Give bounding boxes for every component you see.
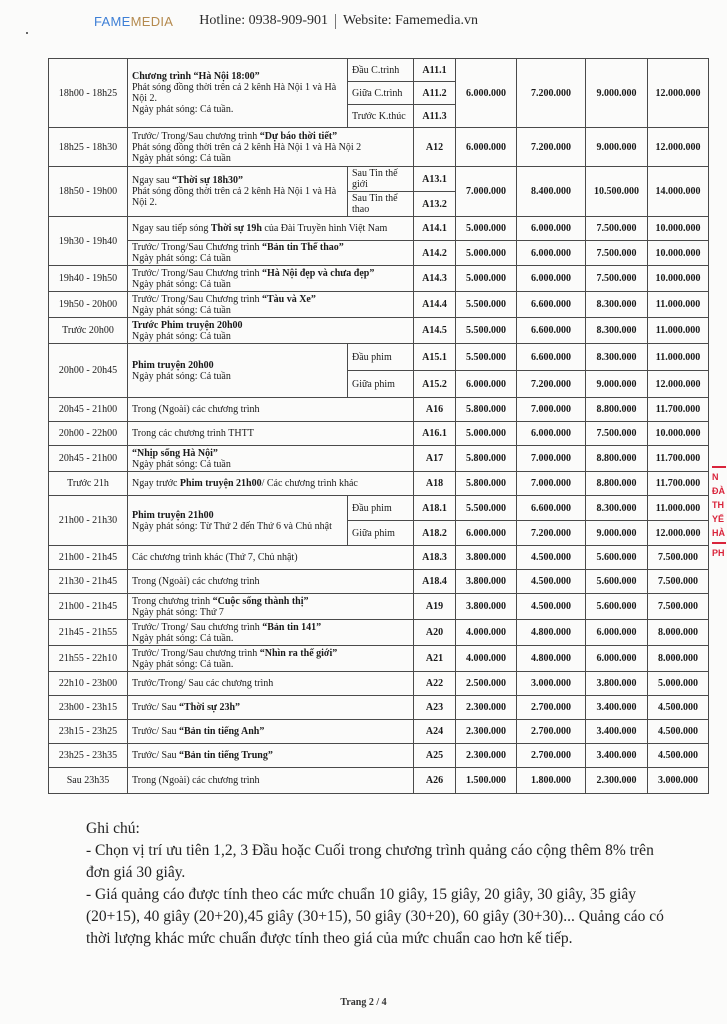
ad-code: A17	[414, 446, 456, 472]
price-cell: 4.500.000	[517, 570, 586, 594]
program-description	[128, 768, 414, 794]
time-slot: 20h00 - 22h00	[49, 422, 128, 446]
ad-code: A14.5	[414, 318, 456, 344]
price-cell: 10.000.000	[648, 217, 709, 241]
price-cell: 8.300.000	[586, 318, 648, 344]
time-slot: Trước 20h00	[49, 318, 128, 344]
time-slot: 19h30 - 19h40	[49, 217, 128, 266]
program-description	[128, 59, 348, 128]
table-row	[49, 292, 709, 318]
table-row	[49, 59, 709, 82]
description-prefix: Các chương trình khác (Thứ 7, Chủ nhật)	[132, 552, 298, 563]
price-cell: 9.000.000	[586, 521, 648, 546]
time-slot: 19h50 - 20h00	[49, 292, 128, 318]
description-line: Ngày phát sóng: Cả tuần	[132, 330, 231, 342]
price-cell: 8.000.000	[648, 620, 709, 646]
price-cell: 7.200.000	[517, 59, 586, 128]
price-cell: 11.000.000	[648, 496, 709, 521]
price-cell: 5.600.000	[586, 546, 648, 570]
price-cell: 4.500.000	[517, 594, 586, 620]
ad-code: A24	[414, 720, 456, 744]
program-description	[128, 570, 414, 594]
notes-heading: Ghi chú:	[86, 820, 140, 837]
price-cell: 7.500.000	[648, 594, 709, 620]
page-number: Trang 2 / 4	[340, 997, 387, 1008]
program-description	[128, 217, 414, 241]
price-cell: 5.800.000	[456, 446, 517, 472]
description-prefix: Trước/ Trong/ Sau chương trình	[132, 621, 263, 633]
table-row	[49, 398, 709, 422]
position-label: Đầu C.trình	[348, 59, 414, 82]
price-cell: 7.500.000	[586, 266, 648, 292]
price-cell: 6.000.000	[456, 128, 517, 167]
price-cell: 7.500.000	[586, 241, 648, 266]
position-label: Đầu phim	[348, 496, 414, 521]
table-row	[49, 217, 709, 241]
description-prefix: Trong các chương trình THTT	[132, 428, 254, 439]
table-row	[49, 446, 709, 472]
program-title: “Bản tin Thể thao”	[261, 242, 344, 253]
position-label: Giữa phim	[348, 521, 414, 546]
price-cell: 2.700.000	[517, 744, 586, 768]
price-cell: 7.200.000	[517, 371, 586, 398]
price-cell: 8.800.000	[586, 446, 648, 472]
time-slot: 21h30 - 21h45	[49, 570, 128, 594]
ad-code: A18.3	[414, 546, 456, 570]
description-prefix: Trước/ Sau	[132, 726, 180, 737]
position-label: Trước K.thúc	[348, 105, 414, 128]
header-divider	[335, 14, 336, 29]
price-cell: 2.300.000	[456, 696, 517, 720]
price-cell: 12.000.000	[648, 371, 709, 398]
description-prefix: Trước/ Trong/Sau Chương trình	[132, 242, 262, 253]
description-prefix: Ngay sau	[132, 175, 172, 186]
description-line: Ngày phát sóng: Cả tuần.	[132, 632, 234, 644]
time-slot: 21h00 - 21h45	[49, 594, 128, 620]
description-line: Ngày phát sóng: Từ Thứ 2 đến Thứ 6 và Chủ nhật	[132, 520, 332, 532]
program-description	[128, 128, 414, 167]
description-prefix: Trong (Ngoài) các chương trình	[132, 576, 260, 587]
program-title: “Bản tin tiếng Trung”	[179, 750, 273, 761]
program-title: “Thời sự 23h”	[179, 702, 241, 713]
price-cell: 4.800.000	[517, 620, 586, 646]
program-description	[128, 266, 414, 292]
note-item: - Giá quảng cáo được tính theo các mức chuẩn 10 giây, 15 giây, 20 giây, 30 giây, 35 giây (20+15), 40 giây (20+20),45 giây (30+15), 50 giây (30+20), 60 giây (30+30)... Quảng cáo có thời lượng khác mức chuẩn được tính theo giá của mức chuẩn cao hơn kế tiếp.	[86, 886, 664, 947]
table-row	[49, 241, 709, 266]
time-slot: 20h00 - 20h45	[49, 344, 128, 398]
description-prefix: Trong (Ngoài) các chương trình	[132, 775, 260, 786]
price-cell: 11.700.000	[648, 446, 709, 472]
program-title: “Nhịp sống Hà Nội”	[132, 447, 218, 459]
price-cell: 6.600.000	[517, 292, 586, 318]
description-line: Ngày phát sóng: Cả tuần	[132, 253, 231, 264]
price-cell: 8.400.000	[517, 167, 586, 217]
program-title: “Hà Nội đẹp và chưa đẹp”	[261, 267, 375, 279]
price-cell: 7.000.000	[517, 446, 586, 472]
description-prefix: Trước/ Sau	[132, 702, 180, 713]
price-cell: 3.800.000	[456, 594, 517, 620]
price-cell: 2.300.000	[456, 720, 517, 744]
ad-code: A11.3	[414, 105, 456, 128]
description-prefix: Trước/ Trong/Sau chương trình	[132, 647, 260, 659]
description-prefix: Ngay sau tiếp sóng	[132, 223, 211, 234]
price-cell: 5.000.000	[456, 217, 517, 241]
program-description	[128, 744, 414, 768]
program-title: “Tàu và Xe”	[261, 293, 316, 305]
program-title: Thời sự 19h	[210, 223, 262, 234]
price-cell: 5.500.000	[456, 292, 517, 318]
ad-code: A18.1	[414, 496, 456, 521]
price-cell: 11.000.000	[648, 318, 709, 344]
position-label: Đầu phim	[348, 344, 414, 371]
ad-code: A12	[414, 128, 456, 167]
price-cell: 7.000.000	[517, 472, 586, 496]
price-cell: 9.000.000	[586, 128, 648, 167]
position-label: Giữa C.trình	[348, 82, 414, 105]
table-row	[49, 720, 709, 744]
ad-code: A11.1	[414, 59, 456, 82]
table-row	[49, 167, 709, 192]
price-cell: 2.700.000	[517, 696, 586, 720]
rate-table-body	[49, 59, 709, 794]
time-slot: 23h25 - 23h35	[49, 744, 128, 768]
ad-code: A13.2	[414, 192, 456, 217]
description-line: Phát sóng đồng thời trên cả 2 kênh Hà Nội 1 và Hà Nội 2.	[132, 82, 337, 104]
ad-code: A14.1	[414, 217, 456, 241]
program-title: Phim truyện 21h00	[179, 478, 262, 489]
price-cell: 5.600.000	[586, 570, 648, 594]
ad-code: A11.2	[414, 82, 456, 105]
price-cell: 2.300.000	[456, 744, 517, 768]
price-cell: 3.000.000	[517, 672, 586, 696]
price-cell: 14.000.000	[648, 167, 709, 217]
description-prefix: Ngay trước	[132, 478, 180, 489]
program-title: Phim truyện 21h00	[132, 509, 214, 521]
table-row	[49, 422, 709, 446]
time-slot: 21h55 - 22h10	[49, 646, 128, 672]
price-cell: 6.000.000	[517, 266, 586, 292]
description-line: Phát sóng đồng thời trên cả 2 kênh Hà Nội 1 và Hà Nội 2	[132, 141, 362, 153]
table-row	[49, 472, 709, 496]
ad-code: A21	[414, 646, 456, 672]
description-line: Ngày phát sóng: Cả tuần.	[132, 104, 234, 115]
program-description	[128, 620, 414, 646]
price-cell: 10.000.000	[648, 241, 709, 266]
program-title: “Dự báo thời tiết”	[259, 130, 338, 142]
website-text: Website: Famemedia.vn	[343, 13, 478, 28]
price-cell: 2.300.000	[586, 768, 648, 794]
table-row	[49, 646, 709, 672]
ad-code: A18.4	[414, 570, 456, 594]
price-cell: 7.000.000	[456, 167, 517, 217]
table-row	[49, 696, 709, 720]
price-cell: 4.800.000	[517, 646, 586, 672]
description-line: Ngày phát sóng: Cả tuần	[132, 370, 231, 382]
time-slot: Sau 23h35	[49, 768, 128, 794]
price-cell: 5.800.000	[456, 398, 517, 422]
ad-code: A22	[414, 672, 456, 696]
price-cell: 6.000.000	[517, 422, 586, 446]
price-cell: 5.000.000	[648, 672, 709, 696]
price-cell: 3.400.000	[586, 696, 648, 720]
price-cell: 8.800.000	[586, 398, 648, 422]
program-title: Chương trình “Hà Nội 18:00”	[132, 71, 260, 82]
price-cell: 12.000.000	[648, 521, 709, 546]
description-line: Ngày phát sóng: Cả tuần	[132, 152, 231, 164]
price-cell: 11.700.000	[648, 472, 709, 496]
program-description	[128, 472, 414, 496]
price-cell: 12.000.000	[648, 59, 709, 128]
hotline-text: Hotline: 0938-909-901	[199, 13, 328, 28]
price-cell: 10.000.000	[648, 422, 709, 446]
ad-code: A15.2	[414, 371, 456, 398]
time-slot: 21h45 - 21h55	[49, 620, 128, 646]
description-line: Ngày phát sóng: Cả tuần	[132, 458, 231, 470]
table-row	[49, 594, 709, 620]
time-slot: 21h00 - 21h30	[49, 496, 128, 546]
description-prefix: Trong chương trình	[132, 595, 213, 607]
time-slot: 20h45 - 21h00	[49, 446, 128, 472]
time-slot: 23h00 - 23h15	[49, 696, 128, 720]
time-slot: 18h25 - 18h30	[49, 128, 128, 167]
program-description	[128, 422, 414, 446]
description-prefix: Trước/ Trong/Sau chương trình	[132, 130, 260, 142]
ad-code: A16.1	[414, 422, 456, 446]
time-slot: Trước 21h	[49, 472, 128, 496]
price-cell: 9.000.000	[586, 59, 648, 128]
price-cell: 4.500.000	[517, 546, 586, 570]
price-cell: 12.000.000	[648, 128, 709, 167]
price-cell: 1.500.000	[456, 768, 517, 794]
price-cell: 7.200.000	[517, 521, 586, 546]
price-cell: 8.300.000	[586, 496, 648, 521]
price-cell: 5.000.000	[456, 266, 517, 292]
price-cell: 3.400.000	[586, 744, 648, 768]
price-cell: 10.500.000	[586, 167, 648, 217]
program-description	[128, 241, 414, 266]
program-description	[128, 672, 414, 696]
price-cell: 5.600.000	[586, 594, 648, 620]
ad-code: A18.2	[414, 521, 456, 546]
price-cell: 8.000.000	[648, 646, 709, 672]
program-description	[128, 167, 348, 217]
program-title: “Nhìn ra thế giới”	[259, 647, 338, 659]
description-line: Ngày phát sóng: Cả tuần	[132, 278, 231, 290]
price-cell: 7.500.000	[648, 570, 709, 594]
price-cell: 6.600.000	[517, 318, 586, 344]
price-cell: 6.000.000	[517, 241, 586, 266]
brand-logo: FAMEMEDIA	[94, 13, 174, 29]
price-cell: 8.800.000	[586, 472, 648, 496]
position-label: Sau Tin thể thao	[348, 192, 414, 217]
table-row	[49, 672, 709, 696]
program-description	[128, 646, 414, 672]
ad-code: A20	[414, 620, 456, 646]
description-suffix: / Các chương trình khác	[261, 478, 358, 489]
table-row	[49, 266, 709, 292]
time-slot: 18h00 - 18h25	[49, 59, 128, 128]
price-cell: 7.000.000	[517, 398, 586, 422]
note-item: - Chọn vị trí ưu tiên 1,2, 3 Đầu hoặc Cuối trong chương trình quảng cáo cộng thêm 8% trên đơn giá 30 giây.	[86, 842, 654, 881]
ad-code: A26	[414, 768, 456, 794]
table-row	[49, 570, 709, 594]
program-description	[128, 292, 414, 318]
price-cell: 6.600.000	[517, 344, 586, 371]
program-description	[128, 696, 414, 720]
description-line: Phát sóng đồng thời trên cả 2 kênh Hà Nội 1 và Hà Nội 2.	[132, 186, 337, 208]
rate-table	[48, 58, 709, 794]
price-cell: 5.500.000	[456, 344, 517, 371]
ad-code: A13.1	[414, 167, 456, 192]
program-description	[128, 496, 348, 546]
description-prefix: Trong (Ngoài) các chương trình	[132, 404, 260, 415]
program-description	[128, 318, 414, 344]
description-line: Ngày phát sóng: Cả tuần.	[132, 658, 234, 670]
notes-section	[86, 818, 676, 950]
price-cell: 6.000.000	[586, 620, 648, 646]
program-title: Phim truyện 20h00	[132, 359, 214, 371]
price-cell: 5.000.000	[456, 422, 517, 446]
page-header	[94, 10, 478, 32]
price-cell: 6.000.000	[456, 521, 517, 546]
price-cell: 4.000.000	[456, 646, 517, 672]
price-cell: 8.300.000	[586, 292, 648, 318]
table-row	[49, 744, 709, 768]
time-slot: 22h10 - 23h00	[49, 672, 128, 696]
ad-code: A14.4	[414, 292, 456, 318]
ad-code: A23	[414, 696, 456, 720]
program-description	[128, 446, 414, 472]
description-prefix: Trước/ Trong/Sau Chương trình	[132, 267, 262, 279]
ad-code: A16	[414, 398, 456, 422]
price-cell: 5.500.000	[456, 318, 517, 344]
price-cell: 11.700.000	[648, 398, 709, 422]
description-line: Ngày phát sóng: Cả tuần	[132, 304, 231, 316]
table-row	[49, 546, 709, 570]
red-stamp: N ĐÀ TH YẾ HÀ PH	[712, 464, 727, 560]
time-slot: 18h50 - 19h00	[49, 167, 128, 217]
price-cell: 5.000.000	[456, 241, 517, 266]
description-prefix: Trước/Trong/ Sau các chương trình	[132, 678, 274, 689]
program-description	[128, 720, 414, 744]
program-title: “Cuộc sống thành thị”	[212, 595, 309, 607]
price-cell: 6.000.000	[586, 646, 648, 672]
program-description	[128, 398, 414, 422]
program-title: “Thời sự 18h30”	[172, 175, 244, 186]
price-cell: 4.000.000	[456, 620, 517, 646]
ad-code: A15.1	[414, 344, 456, 371]
price-cell: 8.300.000	[586, 344, 648, 371]
table-row	[49, 496, 709, 521]
program-title: Trước Phim truyện 20h00	[132, 319, 243, 331]
price-cell: 11.000.000	[648, 344, 709, 371]
time-slot: 20h45 - 21h00	[49, 398, 128, 422]
price-cell: 6.000.000	[456, 59, 517, 128]
price-cell: 3.800.000	[586, 672, 648, 696]
time-slot: 21h00 - 21h45	[49, 546, 128, 570]
program-description	[128, 594, 414, 620]
price-cell: 4.500.000	[648, 744, 709, 768]
price-cell: 2.500.000	[456, 672, 517, 696]
description-prefix: Trước/ Trong/Sau Chương trình	[132, 293, 262, 305]
ad-code: A14.3	[414, 266, 456, 292]
price-cell: 7.200.000	[517, 128, 586, 167]
program-title: “Bản tin tiếng Anh”	[179, 726, 265, 737]
price-cell: 6.600.000	[517, 496, 586, 521]
price-cell: 7.500.000	[648, 546, 709, 570]
price-cell: 9.000.000	[586, 371, 648, 398]
program-description	[128, 344, 348, 398]
price-cell: 7.500.000	[586, 422, 648, 446]
price-cell: 10.000.000	[648, 266, 709, 292]
price-cell: 5.500.000	[456, 496, 517, 521]
price-cell: 6.000.000	[517, 217, 586, 241]
price-cell: 3.800.000	[456, 570, 517, 594]
price-cell: 4.500.000	[648, 696, 709, 720]
price-cell: 1.800.000	[517, 768, 586, 794]
time-slot: 19h40 - 19h50	[49, 266, 128, 292]
price-cell: 3.800.000	[456, 546, 517, 570]
program-description	[128, 546, 414, 570]
table-row	[49, 768, 709, 794]
price-cell: 5.800.000	[456, 472, 517, 496]
price-cell: 4.500.000	[648, 720, 709, 744]
price-cell: 6.000.000	[456, 371, 517, 398]
ad-code: A25	[414, 744, 456, 768]
price-cell: 11.000.000	[648, 292, 709, 318]
price-cell: 3.400.000	[586, 720, 648, 744]
table-row	[49, 620, 709, 646]
description-suffix: của Đài Truyền hình Việt Nam	[261, 223, 388, 234]
ad-code: A19	[414, 594, 456, 620]
table-row	[49, 318, 709, 344]
position-label: Giữa phim	[348, 371, 414, 398]
table-row	[49, 128, 709, 167]
table-row	[49, 344, 709, 371]
program-title: “Bản tin 141”	[262, 621, 322, 633]
description-line: Ngày phát sóng: Thứ 7	[132, 606, 224, 618]
description-prefix: Trước/ Sau	[132, 750, 180, 761]
ad-code: A14.2	[414, 241, 456, 266]
price-cell: 3.000.000	[648, 768, 709, 794]
scan-speck	[26, 32, 28, 34]
position-label: Sau Tin thế giới	[348, 167, 414, 192]
ad-code: A18	[414, 472, 456, 496]
time-slot: 23h15 - 23h25	[49, 720, 128, 744]
price-cell: 7.500.000	[586, 217, 648, 241]
price-cell: 2.700.000	[517, 720, 586, 744]
